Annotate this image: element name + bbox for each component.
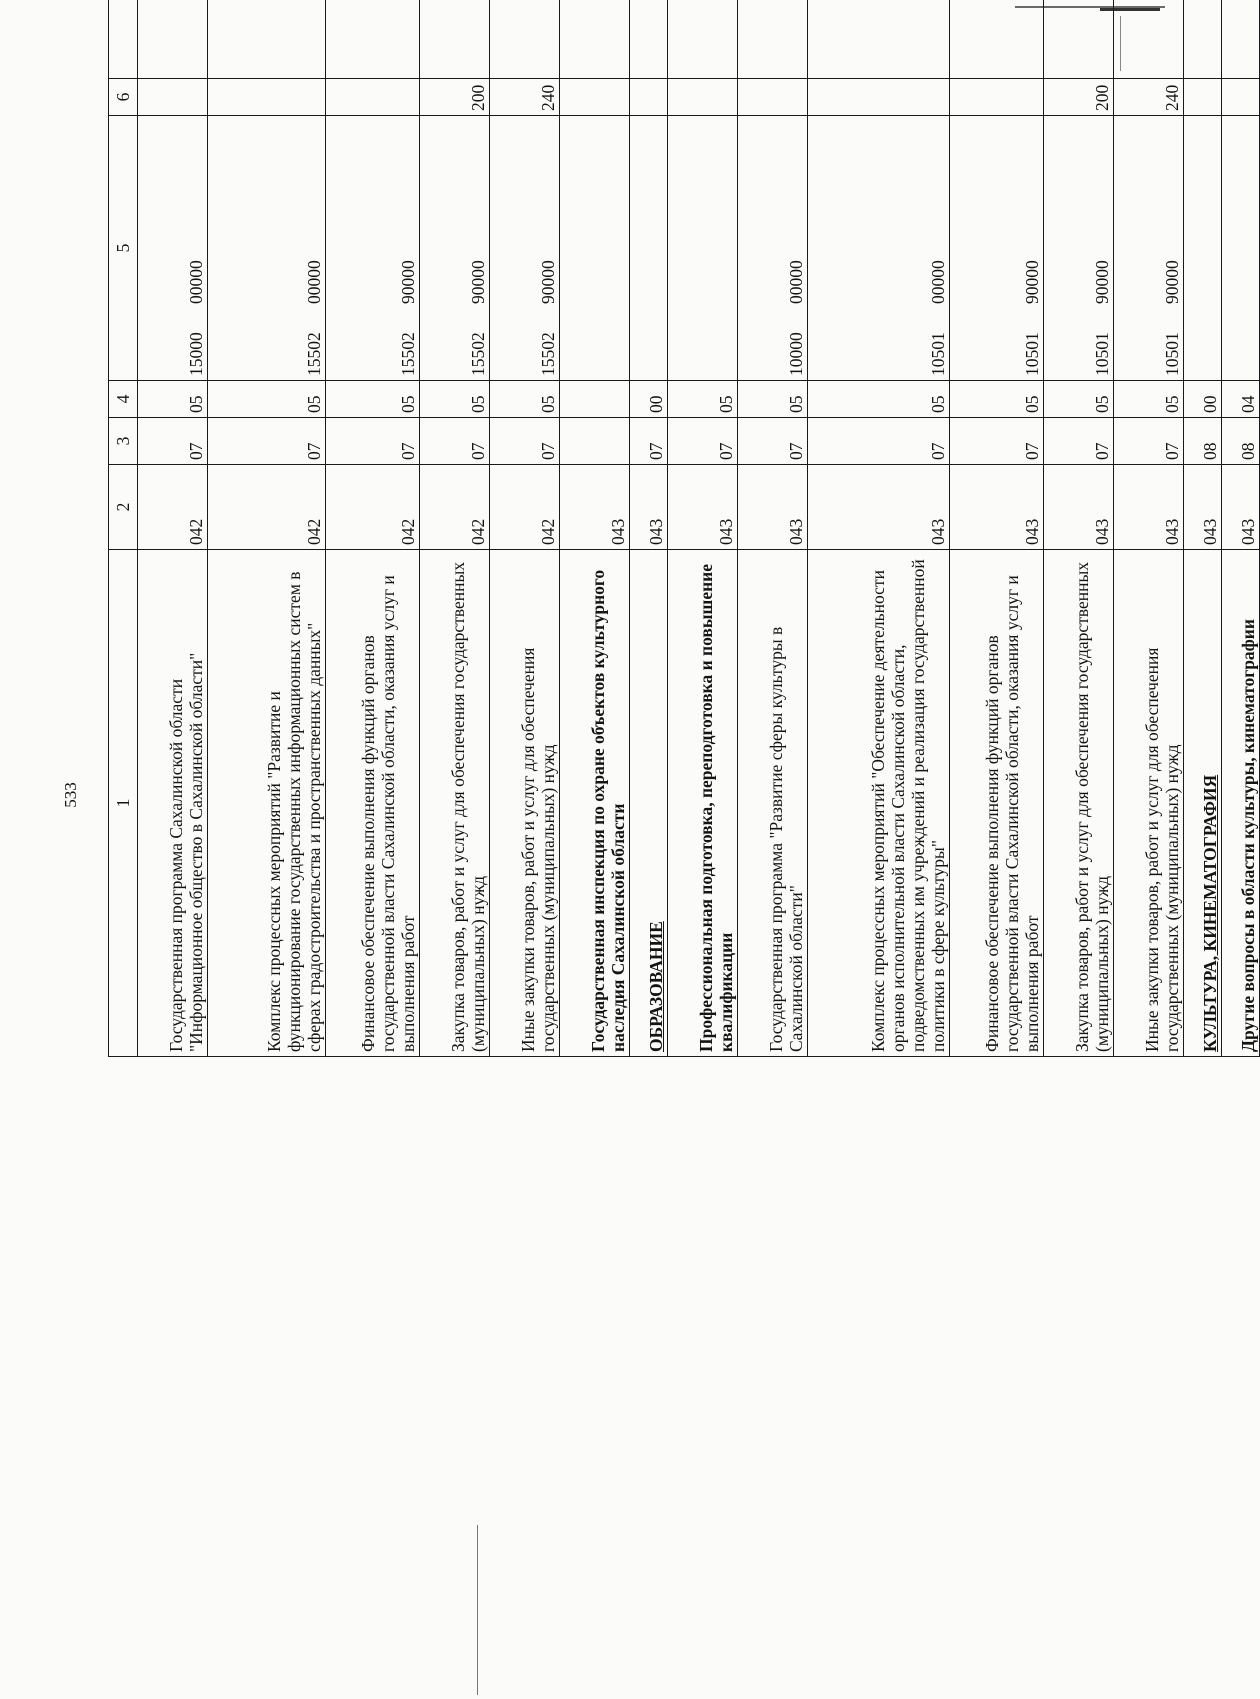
expense-type-code: 200 [1044, 79, 1114, 116]
target-article-direction: 90000 [1161, 260, 1182, 304]
department-code: 043 [630, 465, 668, 550]
department-code: 043 [738, 465, 808, 550]
department-code: 043 [1044, 465, 1114, 550]
section-code: 07 [208, 418, 326, 465]
department-code: 043 [1184, 465, 1222, 550]
expense-name: Комплекс процессных мероприятий "Развитие и функционирование государственных информационных систем в сферах градостроительства и пространственных данных" [208, 550, 326, 1057]
rotated-table-frame [108, 77, 1258, 1666]
amount-col-7 [208, 0, 326, 79]
amount-col-7 [808, 0, 950, 79]
department-code: 043 [668, 465, 738, 550]
expense-name: Иные закупки товаров, работ и услуг для обеспечения государственных (муниципальных) нужд [490, 550, 560, 1057]
target-article-direction: 90000 [397, 260, 418, 304]
target-article-code [138, 116, 208, 381]
amount-col-7 [1114, 0, 1184, 79]
target-article-program: 10501 [1161, 332, 1182, 376]
target-article-code [1044, 116, 1114, 381]
department-code: 043 [1114, 465, 1184, 550]
expense-type-code [208, 79, 326, 116]
subsection-code: 00 [1184, 381, 1222, 418]
expense-name: Другие вопросы в области культуры, кинематографии [1222, 550, 1260, 1057]
expense-type-code [560, 79, 630, 116]
target-article-program: 10000 [785, 332, 806, 376]
section-code: 07 [138, 418, 208, 465]
subsection-code: 05 [138, 381, 208, 418]
column-header: 4 [109, 381, 138, 418]
department-code: 042 [490, 465, 560, 550]
expense-name: Комплекс процессных мероприятий "Обеспечение деятельности органов исполнительной власти Сахалинской области, подведомственных им учреждений и реализация государственной политики в сфере культуры" [808, 550, 950, 1057]
expense-name: Государственная инспекция по охране объектов культурного наследия Сахалинской области [560, 550, 630, 1057]
amount-col-7 [420, 0, 490, 79]
target-article-direction: 00000 [303, 260, 324, 304]
section-code: 07 [630, 418, 668, 465]
amount-col-7 [326, 0, 420, 79]
table-row [1222, 0, 1260, 1057]
table-row [1184, 0, 1222, 1057]
target-article-program: 15502 [397, 332, 418, 376]
expense-type-code [630, 79, 668, 116]
section-code: 07 [1044, 418, 1114, 465]
amount-col-7 [490, 0, 560, 79]
target-article-code [950, 116, 1044, 381]
expense-type-code: 240 [1114, 79, 1184, 116]
expense-name: Закупка товаров, работ и услуг для обеспечения государственных (муниципальных) нужд [420, 550, 490, 1057]
amount-col-7 [668, 0, 738, 79]
amount-col-7 [1222, 0, 1260, 79]
column-header: 3 [109, 418, 138, 465]
subsection-code: 05 [420, 381, 490, 418]
target-article-program: 10501 [1021, 332, 1042, 376]
target-article-program: 10501 [927, 332, 948, 376]
expense-name: Государственная программа Сахалинской области "Информационное общество в Сахалинской области" [138, 550, 208, 1057]
target-article-direction: 00000 [785, 260, 806, 304]
column-header: 2 [109, 465, 138, 550]
section-code: 07 [420, 418, 490, 465]
target-article-code [808, 116, 950, 381]
department-code: 042 [326, 465, 420, 550]
amount-col-7 [1044, 0, 1114, 79]
table-row [668, 0, 738, 1057]
expense-type-code: 200 [420, 79, 490, 116]
amount-col-7 [1184, 0, 1222, 79]
table-row [208, 0, 326, 1057]
amount-col-7 [138, 0, 208, 79]
subsection-code: 04 [1222, 381, 1260, 418]
target-article-direction: 90000 [537, 260, 558, 304]
subsection-code: 05 [1044, 381, 1114, 418]
amount-col-7 [950, 0, 1044, 79]
department-code: 042 [208, 465, 326, 550]
target-article-direction: 90000 [467, 260, 488, 304]
target-article-direction: 00000 [185, 260, 206, 304]
target-article-program: 15000 [185, 332, 206, 376]
table-header-row [109, 0, 138, 1057]
amount-col-7 [560, 0, 630, 79]
column-header: 1 [109, 550, 138, 1057]
section-code: 07 [950, 418, 1044, 465]
table-row [138, 0, 208, 1057]
expense-name: Профессиональная подготовка, переподготовка и повышение квалификации [668, 550, 738, 1057]
expense-type-code [326, 79, 420, 116]
amount-col-7 [630, 0, 668, 79]
department-code: 043 [560, 465, 630, 550]
table-row [1114, 0, 1184, 1057]
section-code: 07 [738, 418, 808, 465]
table-row [738, 0, 808, 1057]
department-code: 043 [1222, 465, 1260, 550]
subsection-code: 05 [326, 381, 420, 418]
column-header [109, 0, 138, 79]
target-article-code [490, 116, 560, 381]
target-article-code [560, 116, 630, 381]
expense-name: Иные закупки товаров, работ и услуг для обеспечения государственных (муниципальных) нужд [1114, 550, 1184, 1057]
column-header: 5 [109, 116, 138, 381]
department-code: 043 [808, 465, 950, 550]
section-code [560, 418, 630, 465]
expense-type-code: 240 [490, 79, 560, 116]
page-number: 533 [61, 782, 80, 808]
target-article-code [738, 116, 808, 381]
target-article-code [1184, 116, 1222, 381]
subsection-code: 05 [490, 381, 560, 418]
table-row [560, 0, 630, 1057]
target-article-code [1114, 116, 1184, 381]
subsection-code: 05 [738, 381, 808, 418]
target-article-program: 10501 [1091, 332, 1112, 376]
target-article-program: 15502 [467, 332, 488, 376]
expense-type-code [1222, 79, 1260, 116]
target-article-direction: 90000 [1021, 260, 1042, 304]
department-code: 042 [420, 465, 490, 550]
expense-name: Финансовое обеспечение выполнения функций органов государственной власти Сахалинской области, оказания услуг и выполнения работ [326, 550, 420, 1057]
table-row [1044, 0, 1114, 1057]
section-code: 07 [490, 418, 560, 465]
table-row [490, 0, 560, 1057]
section-code: 07 [808, 418, 950, 465]
table-row [420, 0, 490, 1057]
target-article-direction: 90000 [1091, 260, 1112, 304]
expense-type-code [950, 79, 1044, 116]
department-code: 042 [138, 465, 208, 550]
expense-name: ОБРАЗОВАНИЕ [630, 550, 668, 1057]
target-article-code [630, 116, 668, 381]
subsection-code: 00 [630, 381, 668, 418]
section-code: 07 [326, 418, 420, 465]
expense-name: КУЛЬТУРА, КИНЕМАТОГРАФИЯ [1184, 550, 1222, 1057]
table-row [326, 0, 420, 1057]
column-header: 6 [109, 79, 138, 116]
target-article-program: 15502 [537, 332, 558, 376]
department-code: 043 [950, 465, 1044, 550]
target-article-program: 15502 [303, 332, 324, 376]
expense-type-code [808, 79, 950, 116]
expense-name: Закупка товаров, работ и услуг для обеспечения государственных (муниципальных) нужд [1044, 550, 1114, 1057]
target-article-code [420, 116, 490, 381]
target-article-direction: 00000 [927, 260, 948, 304]
table-row [808, 0, 950, 1057]
expense-name: Финансовое обеспечение выполнения функций органов государственной власти Сахалинской области, оказания услуг и выполнения работ [950, 550, 1044, 1057]
table-row [950, 0, 1044, 1057]
target-article-code [326, 116, 420, 381]
section-code: 07 [1114, 418, 1184, 465]
subsection-code: 05 [808, 381, 950, 418]
subsection-code: 05 [668, 381, 738, 418]
table-row [630, 0, 668, 1057]
target-article-code [208, 116, 326, 381]
section-code: 08 [1222, 418, 1260, 465]
section-code: 07 [668, 418, 738, 465]
expense-type-code [1184, 79, 1222, 116]
expense-name: Государственная программа "Развитие сферы культуры в Сахалинской области" [738, 550, 808, 1057]
budget-table [108, 0, 1260, 1057]
subsection-code: 05 [208, 381, 326, 418]
subsection-code: 05 [950, 381, 1044, 418]
expense-type-code [738, 79, 808, 116]
expense-type-code [138, 79, 208, 116]
target-article-code [668, 116, 738, 381]
amount-col-7 [738, 0, 808, 79]
subsection-code: 05 [1114, 381, 1184, 418]
section-code: 08 [1184, 418, 1222, 465]
expense-type-code [668, 79, 738, 116]
target-article-code [1222, 116, 1260, 381]
subsection-code [560, 381, 630, 418]
